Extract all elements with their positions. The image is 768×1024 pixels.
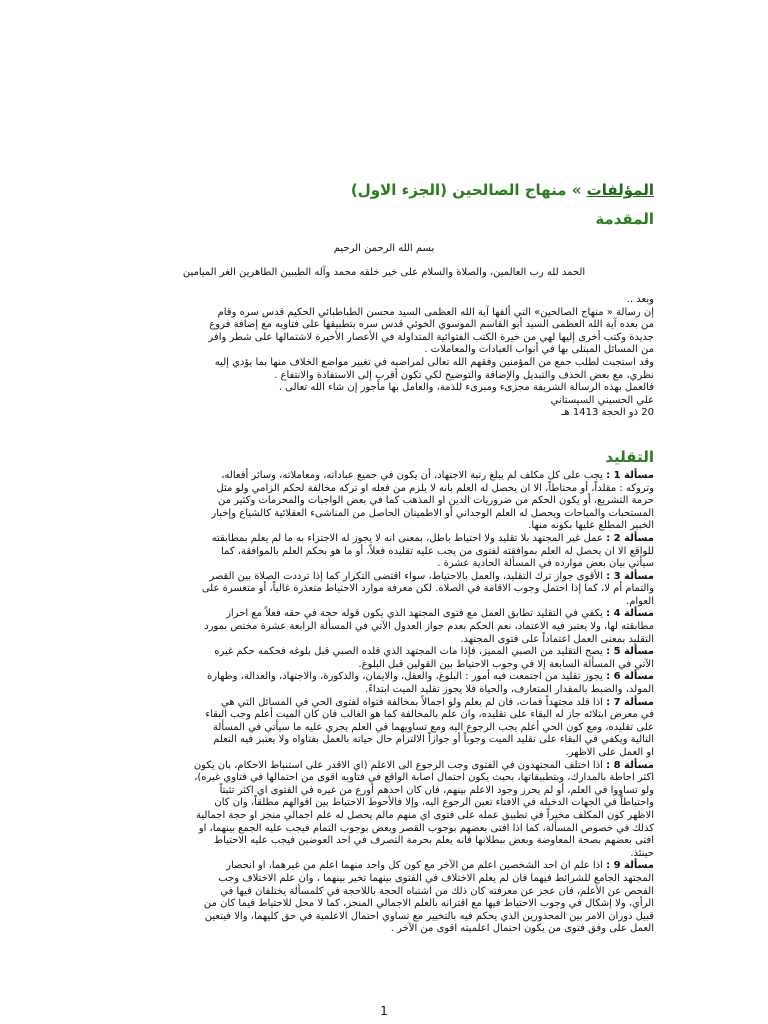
- masala-line: [114, 797, 654, 810]
- masala-text: على تقليده، ومع كون الحي أعلم يجب الرجوع اليه ومع تساويهما في العلم يجري عليه ما سيأتي في المسألة: [212, 721, 654, 733]
- intro-line: جديدة وكتب أخرى إليها لهي من خيرة الكتب الفتوائية المتداولة في الأعصار الأخيرة لاشتمالها على شطر وافر: [208, 331, 654, 343]
- masala-line: [114, 823, 654, 836]
- masala-text: يصح التقليد من الصبي المميز، فإذا مات المجتهد الذي قلده الصبي قبل بلوغه فحكمه حكم غيره: [214, 646, 607, 658]
- masala-text: والتمام أم لا، كما إذا احتمل وجوب الاقامة في الصلاة. لكن معرفة موارد الاحتياط متعذرة غالباً، أو متعسرة على: [201, 583, 654, 595]
- intro-line: فالعمل بهذه الرسالة الشريفة مجزىء ومبرىء للذمة، والعامل بها مأجور إن شاء الله تعالى .: [278, 382, 654, 394]
- masala-text: التقليد بمعنى العمل اعتماداً على فتوى المجتهد.: [460, 633, 654, 645]
- masala-line: [114, 772, 654, 785]
- masala-line: [114, 785, 654, 798]
- masala-text: او العمل على الاظهر.: [565, 747, 654, 758]
- masala-text: واحتياطاً في الجهات الدخيلة في الافتاء تعين الرجوع اليه، وإلا فالأحوط الاحتياط بين اقوالهم مطلقاً، وان كان: [214, 797, 654, 809]
- masala-text: الاظهر كون المكلف مخيراً في تطبيق عمله على فتوى اي منهم مالم يحصل له علم اجمالي منجز او حجة اجمالية: [196, 809, 654, 821]
- masala-entry: [114, 646, 654, 671]
- masala-line: [114, 886, 654, 899]
- masala-line: [114, 583, 654, 596]
- masala-text: اذا علم ان احد الشخصين اعلم من الآخر مع كون كل واحد منهما اعلم من غيرهما، او انحصار: [226, 860, 607, 872]
- intro-line: 20 ذو الحجة 1413 هـ: [561, 407, 654, 419]
- masala-text: المستحبات والمباحات ويحصل له العلم الوجداني أو الاطمينان الحاصل من المناشىء العقلائية كالشياع وإخبار: [211, 507, 654, 519]
- intro-line: وقد استجبت لطلب جمع من المؤمنين وفقهم الله تعالى لمراضيه في تغيير مواضع الخلاف منها بما يؤدي إليه: [214, 356, 654, 368]
- masala-text: وتروكه : مقلداً، أو محتاطاً، الا ان يحصل له العلم بانه لا يلزم من فعله او تركه مخالفة لحكم الزامي ولو مثل: [216, 482, 654, 494]
- intro-line: نظري، مع بعض الحذف والتبديل والإضافة والتوضيح لكي تكون أقرب إلى الاستفادة والانتفاع .: [274, 369, 654, 381]
- masala-entry: [114, 760, 654, 861]
- masala-line: [114, 608, 654, 621]
- intro-line: من المسائل المبتلى بها في أبواب العبادات والمعاملات .: [424, 344, 654, 356]
- masala-line: [114, 747, 654, 760]
- masala-text: في معرض ابتلائه جاز له البقاء على تقليده، وان علم بالمخالفة كما هو الغالب فان كان الميت أعلم وجب البقاء: [205, 709, 654, 721]
- book-title: منهاج الصالحين (الجزء الاول): [350, 181, 567, 199]
- masala-text: عمل غير المجتهد بلا تقليد ولا احتياط باطل، بمعنى انه لا يجوز له الاجتزاء به ما لم يعلم بمطابقته: [211, 532, 607, 544]
- masala-label: مسألة 9 :: [606, 860, 654, 872]
- masala-line: [114, 483, 654, 496]
- intro-line: إن رسالة « منهاج الصالحين» التي ألفها آية الله العظمى السيد محسن الطباطبائي الحكيم قدس سره وقام: [217, 306, 654, 318]
- masala-text: حرمة التشريع، أو يكون الحكم من ضروريات الدين او المذهب كما في بعض الواجبات والمحرمات وكثير من: [217, 495, 654, 507]
- masala-line: [114, 835, 654, 848]
- masala-entry: [114, 470, 654, 533]
- masala-text: سيأتي بيان بعض موارده في المسألة الحادية عشرة .: [437, 558, 654, 570]
- masala-line: [114, 709, 654, 722]
- masala-text: يجوز تقليد من اجتمعت فيه أمور : البلوغ، والعقل، والايمان، والذكورة، والاجتهاد، والعدالة، وطهارة: [206, 671, 607, 683]
- taqlid-entries: [114, 470, 654, 936]
- intro-line: من بعده آية الله العظمى السيد أبو القاسم الموسوي الخوئي قدس سره بتطبيقها على فتاويه مع إضافة فروع: [209, 319, 654, 331]
- masala-entry: [114, 533, 654, 571]
- masala-line: [114, 684, 654, 697]
- intro-body: [114, 294, 654, 420]
- masala-line: [114, 810, 654, 823]
- masala-label: مسألة 1 :: [606, 469, 654, 481]
- masala-line: [114, 546, 654, 559]
- masala-text: مطابقته لها، ولا يعتبر فيه الاعتماد، نعم الحكم بعدم جواز العدول الآتي في المسألة الرابعة عشرة مختص بمورد: [204, 621, 654, 633]
- document-page: [114, 180, 654, 936]
- masala-label: مسألة 8 :: [606, 759, 654, 771]
- masala-line: [114, 734, 654, 747]
- masala-text: المولد، والضبط بالمقدار المتعارف، والحياة فلا يجوز تقليد الميت ابتداءً.: [365, 684, 654, 696]
- basmala: بسم الله الرحمن الرحيم: [333, 243, 435, 254]
- intro-line: علي الحسيني السيستاني: [550, 394, 654, 406]
- masala-line: [114, 508, 654, 521]
- masala-line: [114, 558, 654, 571]
- masala-line: [114, 571, 654, 584]
- masala-entry: [114, 860, 654, 936]
- masala-text: اذا اختلف المجتهدون في الفتوى وجب الرجوع الى الاعلم (اي الاقدر على استنباط الاحكام، بان يكون: [193, 759, 607, 771]
- masala-line: [114, 495, 654, 508]
- masala-line: [114, 533, 654, 546]
- hamd-line: الحمد لله رب العالمين، والصلاة والسلام على خير خلقه محمد وآله الطيبين الطاهرين الغر الميامين: [182, 267, 586, 278]
- masala-text: حينئذ.: [630, 847, 654, 859]
- masala-text: العمل على وفق فتوى من يكون احتمال اعلميته اقوى من الآخر .: [390, 923, 654, 935]
- masala-text: للواقع الا ان يحصل له العلم بموافقته لفتوى من يجب عليه تقليده فعلاً، أو ما هو بحكم العلم بالموافقة، كما: [221, 545, 654, 557]
- masala-line: [114, 634, 654, 647]
- masala-entry: [114, 608, 654, 646]
- masala-line: [114, 923, 654, 936]
- masala-line: [114, 848, 654, 861]
- masala-label: مسألة 5 :: [606, 646, 654, 658]
- masala-line: [114, 621, 654, 634]
- masala-entry: [114, 697, 654, 760]
- masala-text: كذلك في خصوص المسألة، كما اذا افتى بعضهم بوجوب القصر وبعض بوجوب التمام فيجب عليه الجمع بينهما، او: [198, 822, 654, 834]
- masala-line: [114, 671, 654, 684]
- masala-line: [114, 596, 654, 609]
- breadcrumb-separator: »: [566, 181, 587, 199]
- masala-line: [114, 911, 654, 924]
- masala-line: [114, 760, 654, 773]
- masala-text: يجب على كل مكلف لم يبلغ رتبة الاجتهاد، أن يكون في جميع عباداته، ومعاملاته، وسائر أفعاله،: [221, 469, 607, 481]
- masala-entry: [114, 671, 654, 696]
- masala-text: الخبير المطلع عليها بكونه منها.: [528, 520, 654, 532]
- masala-line: [114, 646, 654, 659]
- masala-line: [114, 860, 654, 873]
- masala-text: ولو تساووا في العلم، أو لم يحرز وجود الاعلم بينهم، فان كان احدهم أورع من غيره في الفتوى اي اكثر تثبتاً: [219, 784, 654, 796]
- masala-line: [114, 697, 654, 710]
- page-number: 1: [380, 1004, 388, 1018]
- masala-label: مسألة 3 :: [606, 570, 654, 582]
- masala-text: افتى بعضهم بصحة المعاوضة وبعض ببطلانها فانه يعلم بحرمة التصرف في احد العوضين فيجب عليه الاحتياط: [213, 835, 654, 847]
- masala-label: مسألة 6 :: [606, 671, 654, 683]
- masala-text: اذا قلد مجتهداً فمات، فان لم يعلم ولو اجمالاً بمخالفة فتواه لفتوى الحي في المسائل التي هي: [220, 696, 607, 708]
- masala-text: الفحص عن الأعلم، فان عجز عن معرفته كان ذلك من اشتباه الحجة باللاحجة في كلمسألة يختلفان فيها في: [220, 885, 654, 897]
- section-heading-muqaddima: المقدمة: [595, 210, 654, 228]
- masala-line: [114, 659, 654, 672]
- masala-line: [114, 470, 654, 483]
- masala-text: الأقوى جواز ترك التقليد، والعمل بالاحتياط، سواء اقتضى التكرار كما إذا ترددت الصلاة بين القصر: [209, 570, 607, 582]
- masala-line: [114, 520, 654, 533]
- section-heading-taqlid: التقليد: [605, 447, 654, 466]
- masala-label: مسألة 4 :: [606, 608, 654, 620]
- masala-text: المجتهد الجامع للشرائط فيهما فان لم يعلم الاختلاف في الفتوى بينهما تخير بينهما ، وان علم الاختلاف وجب: [218, 872, 654, 884]
- masala-label: مسألة 2 :: [606, 532, 654, 544]
- masala-entry: [114, 571, 654, 609]
- masala-text: قبيل دوران الامر بين المحذورين الذي يحكم فيه بالتخيير مع تساوي احتمال الاعلمية في حق كليهما، والا فيتعين: [204, 910, 654, 922]
- breadcrumb-link-muallafat[interactable]: المؤلفات: [586, 181, 654, 199]
- page-title: [114, 180, 654, 200]
- masala-line: [114, 898, 654, 911]
- masala-line: [114, 873, 654, 886]
- masala-label: مسألة 7 :: [606, 696, 654, 708]
- intro-line: وبعد ..: [626, 294, 654, 305]
- masala-text: الرأي، ولا إشكال في وجوب الاحتياط فيها مع اقترانه بالعلم الاجمالي المنجز، كما لا محل للاحتياط فيما كان من: [203, 898, 654, 910]
- masala-line: [114, 722, 654, 735]
- masala-text: اكثر احاطة بالمدارك، وبتطبيقاتها، بحيث يكون احتمال اصابة الواقع في فتاويه اقوى من احتمالها في فتاوي غيره)،: [194, 772, 654, 784]
- masala-text: العوام.: [626, 595, 654, 607]
- masala-text: يكفي في التقليد تطابق العمل مع فتوى المجتهد الذي يكون قوله حجة في حقه فعلاً مع احراز: [226, 608, 607, 620]
- masala-text: التالية ويكفي في البقاء على تقليد الميت وجوباً أو جوازاً الالتزام حال حياته بالعمل بفتاواه ولا يعتبر فيه التعلم: [213, 734, 654, 746]
- masala-text: الآتي في المسألة السابعة إلا في وجوب الاحتياط بين القولين قبل البلوغ.: [358, 658, 654, 670]
